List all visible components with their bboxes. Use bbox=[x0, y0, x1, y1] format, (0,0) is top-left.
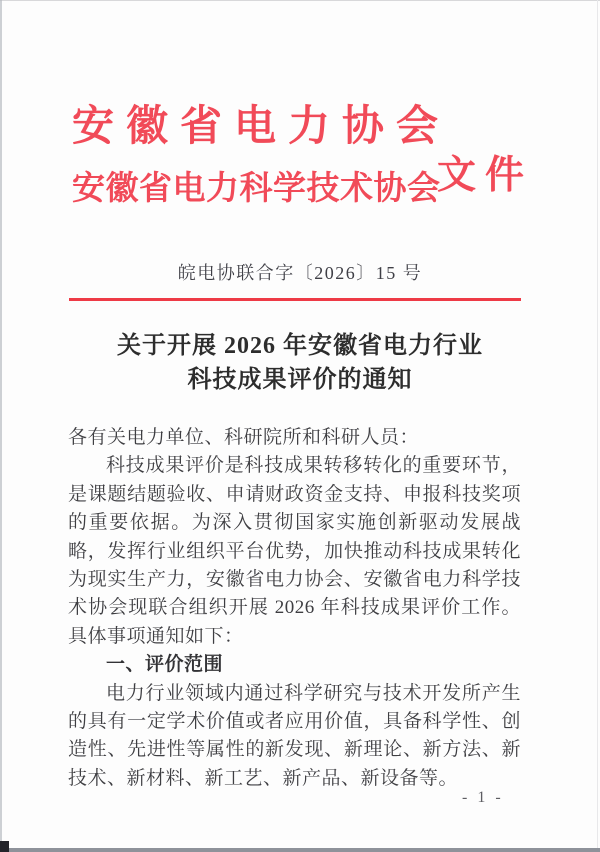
scan-edge-bottom bbox=[0, 848, 600, 852]
body-paragraph-1: 科技成果评价是科技成果转移转化的重要环节，是课题结题验收、申请财政资金支持、申报科技奖项的重要依据。为深入贯彻国家实施创新驱动发展战略，发挥行业组织平台优势，加快推动科技成果转化为现实生产力，安徽省电力协会、安徽省电力科学技术协会现联合组织开展 2026 年科技成果评价工作。具体事项通知如下： bbox=[68, 455, 521, 647]
letterhead-org-secondary: 安徽省电力科学技术协会 bbox=[72, 171, 441, 207]
section-1-heading: 一、评价范围 bbox=[106, 654, 224, 676]
scan-edge-top bbox=[0, 0, 600, 1]
document-title-line2: 科技成果评价的通知 bbox=[187, 367, 413, 393]
salutation-line: 各有关电力单位、科研院所和科研人员： bbox=[68, 427, 420, 448]
document-body bbox=[68, 424, 521, 793]
document-reference-number: 皖电协联合字〔2026〕15 号 bbox=[177, 263, 423, 283]
scan-edge-right bbox=[597, 0, 598, 852]
letterhead-document-label: 文件 bbox=[437, 154, 534, 197]
page-number: - 1 - bbox=[462, 789, 504, 806]
red-divider-line bbox=[69, 298, 521, 301]
scan-corner-mark bbox=[0, 841, 9, 852]
document-title-line1: 关于开展 2026 年安徽省电力行业 bbox=[117, 333, 483, 359]
letterhead-org-primary: 安徽省电力协会 bbox=[72, 104, 451, 150]
section-1-paragraph: 电力行业领域内通过科学研究与技术开发所产生的具有一定学术价值或者应用价值，具备科学性、创造性、先进性等属性的新发现、新理论、新方法、新技术、新材料、新工艺、新产品、新设备等。 bbox=[68, 682, 521, 789]
scan-edge-left bbox=[0, 0, 2, 852]
document-title bbox=[0, 329, 600, 397]
